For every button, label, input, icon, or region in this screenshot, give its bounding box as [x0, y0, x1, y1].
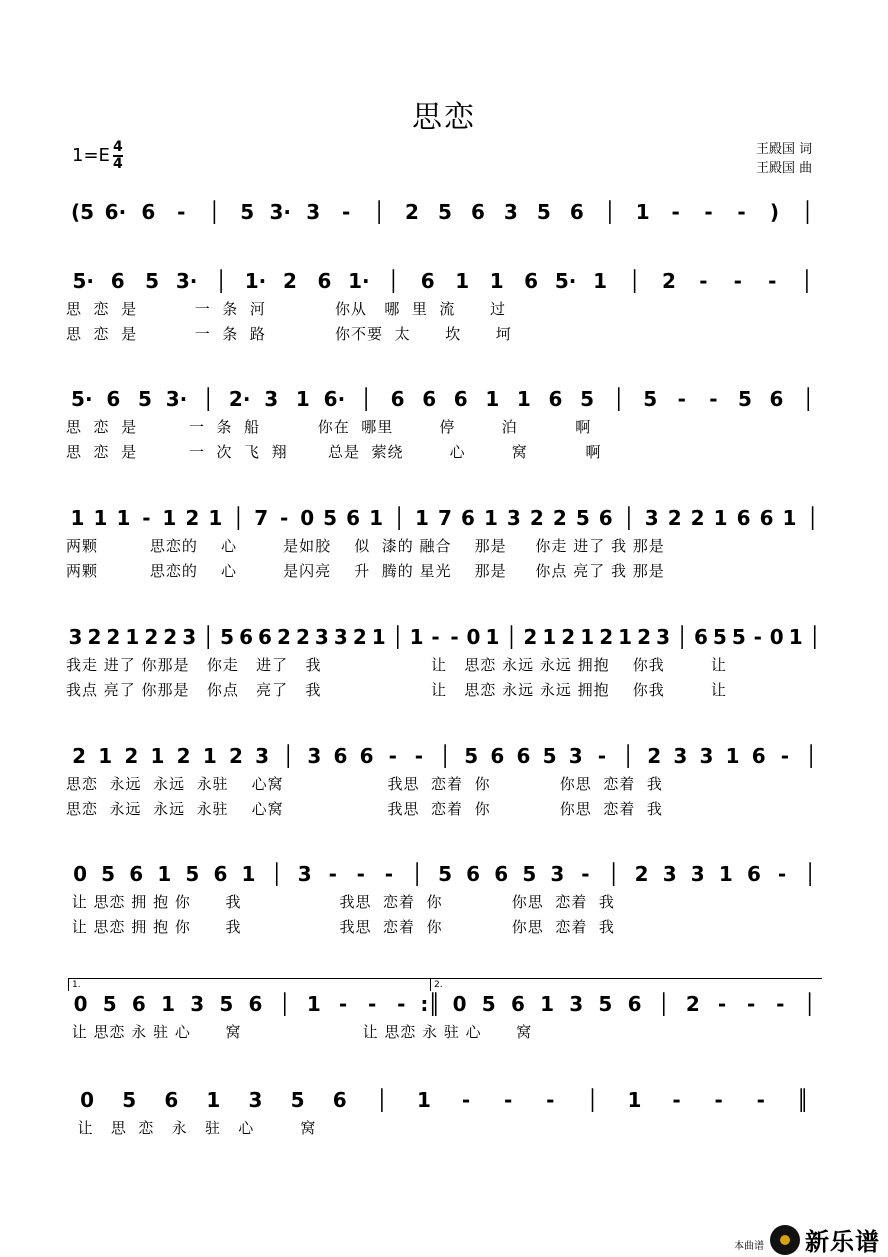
note: 5 — [481, 992, 496, 1016]
note: - — [753, 625, 762, 649]
note: 1 — [788, 625, 803, 649]
barline: │ — [282, 744, 295, 768]
notation-line — [66, 265, 824, 297]
note: 6 — [548, 387, 563, 411]
note: 2 — [176, 744, 191, 768]
note: 5 — [575, 506, 590, 530]
note: 2 — [87, 625, 102, 649]
note: 6 — [332, 1088, 347, 1112]
watermark-brand: 新乐谱 — [805, 1228, 880, 1256]
note: 5 — [731, 625, 746, 649]
barline: │ — [359, 387, 373, 411]
note: 2 — [405, 200, 419, 224]
note: 6 — [164, 1088, 179, 1112]
note: 6 — [460, 506, 475, 530]
note: - — [677, 387, 686, 411]
barline: │ — [603, 200, 616, 224]
barline: │ — [202, 625, 215, 649]
lyric-line-1: 思 恋 是 一 条 船 你在 哪里 停 泊 啊 — [66, 418, 592, 436]
note: 5 — [102, 992, 117, 1016]
note: 5 — [219, 992, 234, 1016]
note: - — [280, 506, 289, 530]
barline: │ — [802, 387, 815, 411]
lyric-line-1: 思恋 永远 永远 永驻 心窝 我思 恋着 你 你思 恋着 我 — [66, 775, 663, 793]
notation-line — [66, 196, 824, 228]
note: 3 — [306, 200, 321, 224]
note: 1 — [116, 506, 131, 530]
note: 1 — [415, 506, 429, 530]
note: 1 — [162, 506, 177, 530]
barline: │ — [612, 387, 625, 411]
note: 1· — [244, 269, 267, 293]
note: 1 — [540, 992, 555, 1016]
note: 5 — [580, 387, 594, 411]
system-4 — [66, 502, 824, 584]
song-title: 思恋 — [412, 100, 476, 135]
system-3 — [66, 383, 824, 465]
note: 1 — [713, 506, 728, 530]
note: 6· — [104, 200, 127, 224]
system-6 — [66, 740, 824, 822]
note: - — [450, 625, 459, 649]
note: 2 — [667, 506, 682, 530]
system-7 — [66, 858, 824, 940]
meter-bottom: 4 — [113, 155, 123, 172]
note: 2 — [185, 506, 200, 530]
note: 1 — [542, 625, 557, 649]
note: - — [328, 862, 337, 886]
barline: │ — [806, 506, 819, 530]
note: 1 — [241, 862, 256, 886]
system-8 — [66, 988, 824, 1045]
note: 5 — [137, 387, 152, 411]
note: 6 — [569, 200, 584, 224]
barline: │ — [393, 506, 406, 530]
note: 3 — [182, 625, 197, 649]
composer: 王殿国 曲 — [756, 161, 813, 176]
barline: │ — [586, 1088, 599, 1112]
lyric-line-1: 让 思恋 拥 抱 你 我 我思 恋着 你 你思 恋着 我 — [66, 893, 615, 911]
lyricist: 王殿国 词 — [756, 142, 813, 157]
note: 6 — [769, 387, 784, 411]
note: ) — [769, 200, 780, 224]
note: 1 — [718, 862, 733, 886]
volta-1-label: 1. — [72, 980, 81, 990]
note: 1 — [125, 625, 140, 649]
note: 3 — [333, 625, 348, 649]
note: 6 — [420, 269, 435, 293]
lyric-line-2: 思恋 永远 永远 永驻 心窝 我思 恋着 你 你思 恋着 我 — [66, 800, 663, 818]
note: 1 — [455, 269, 470, 293]
note: 1· — [348, 269, 370, 293]
note: 1 — [618, 625, 633, 649]
note: 6 — [470, 200, 485, 224]
barline: │ — [675, 625, 688, 649]
note: 1 — [489, 269, 504, 293]
note: 0 — [73, 862, 87, 886]
note: 2 — [523, 625, 538, 649]
note: 6 — [141, 200, 156, 224]
note: 2 — [690, 506, 705, 530]
note: - — [397, 992, 406, 1016]
note: - — [780, 744, 790, 768]
note: 6 — [129, 862, 144, 886]
barline: │ — [391, 625, 404, 649]
note: 0 — [769, 625, 784, 649]
note: - — [777, 862, 787, 886]
note: 1 — [371, 625, 386, 649]
note: 3· — [175, 269, 198, 293]
note: 5 — [220, 625, 235, 649]
note: - — [747, 992, 756, 1016]
note: - — [776, 992, 785, 1016]
note: 1 — [208, 506, 223, 530]
note: 1 — [369, 506, 384, 530]
note: 2 — [685, 992, 700, 1016]
note: 3 — [314, 625, 329, 649]
note: 2 — [637, 625, 652, 649]
note: - — [388, 744, 397, 768]
note: 3 — [550, 862, 565, 886]
volta-second-ending — [430, 978, 822, 991]
barline: │ — [803, 992, 816, 1016]
note: 3 — [656, 625, 670, 649]
note: 6 — [239, 625, 254, 649]
record-logo-icon — [770, 1225, 800, 1255]
system-2 — [66, 265, 824, 347]
lyric-line-2: 思 恋 是 一 次 飞 翔 总是 萦绕 心 窝 啊 — [66, 443, 602, 461]
barline: ║ — [796, 1088, 809, 1112]
note: 6 — [466, 862, 481, 886]
note: 6 — [317, 269, 332, 293]
note: 6 — [516, 744, 531, 768]
barline: │ — [270, 862, 283, 886]
note: 2 — [552, 506, 567, 530]
note: 6 — [736, 506, 751, 530]
note: 3· — [165, 387, 188, 411]
note: (5 — [70, 200, 94, 224]
barline: │ — [801, 200, 814, 224]
watermark-caption: 本曲谱 — [734, 1241, 764, 1252]
note: - — [671, 200, 680, 224]
note: 3 — [68, 625, 83, 649]
note: 1 — [202, 744, 217, 768]
note: 3 — [662, 862, 677, 886]
note: 5 — [185, 862, 200, 886]
barline: │ — [800, 269, 813, 293]
note: 6 — [106, 387, 121, 411]
note: - — [414, 744, 424, 768]
note: 7 — [254, 506, 269, 530]
lyric-line-1: 思 恋 是 一 条 河 你从 哪 里 流 过 — [66, 300, 507, 318]
lyric-line-2: 让 思恋 拥 抱 你 我 我思 恋着 你 你思 恋着 我 — [66, 918, 615, 936]
note: - — [503, 1088, 513, 1112]
note: 5 — [122, 1088, 137, 1112]
note: 5 — [542, 744, 557, 768]
note: 1 — [306, 992, 321, 1016]
note: 1 — [593, 269, 607, 293]
barline: │ — [622, 744, 635, 768]
lyric-line-1: 让 思 恋 永 驻 心 窝 — [66, 1119, 317, 1137]
barline: :║ — [420, 992, 441, 1016]
barline: │ — [628, 269, 641, 293]
note: 3 — [690, 862, 705, 886]
note: 6 — [693, 625, 708, 649]
note: 1 — [782, 506, 797, 530]
note: 5 — [598, 992, 613, 1016]
lyric-line-1: 两颗 思恋的 心 是如胶 似 漆的 融合 那是 你走 进了 我 那是 — [66, 537, 665, 555]
note: 6 — [627, 992, 642, 1016]
note: - — [737, 200, 746, 224]
note: - — [581, 862, 590, 886]
note: 2· — [228, 387, 251, 411]
lyric-line-1: 让 思恋 永 驻 心 窝 让 思恋 永 驻 心 窝 — [66, 1023, 533, 1041]
note: 5 — [536, 200, 551, 224]
system-1 — [66, 196, 824, 228]
system-9 — [66, 1084, 824, 1141]
lyric-line-1: 我走 进了 你那是 你走 进了 我 让 思恋 永远 永远 拥抱 你我 让 — [66, 656, 727, 674]
system-5 — [66, 621, 824, 703]
notation-line — [66, 383, 824, 415]
note: 2 — [352, 625, 367, 649]
note: 0 — [466, 625, 481, 649]
note: 3 — [248, 1088, 263, 1112]
barline: │ — [215, 269, 228, 293]
note: - — [768, 269, 777, 293]
note: 5 — [712, 625, 727, 649]
note: 1 — [93, 506, 108, 530]
note: 2 — [647, 744, 662, 768]
notation-line — [66, 621, 824, 653]
barline: │ — [804, 744, 818, 768]
note: 2 — [661, 269, 676, 293]
note: 0 — [80, 1088, 95, 1112]
note: 3 — [264, 387, 279, 411]
barline: │ — [657, 992, 670, 1016]
barline: │ — [622, 506, 635, 530]
note: 6 — [422, 387, 437, 411]
barline: │ — [804, 862, 817, 886]
key-label: 1=E — [72, 145, 110, 167]
barline: │ — [202, 387, 215, 411]
note: - — [714, 1088, 723, 1112]
note: - — [733, 269, 742, 293]
notation-line — [66, 1084, 824, 1116]
note: 0 — [300, 506, 315, 530]
barline: │ — [232, 506, 245, 530]
note: 2 — [163, 625, 178, 649]
barline: │ — [278, 992, 291, 1016]
note: - — [756, 1088, 765, 1112]
note: 0 — [73, 992, 88, 1016]
note: 6 — [759, 506, 774, 530]
note: 5 — [290, 1088, 305, 1112]
notation-line — [66, 858, 824, 890]
note: - — [672, 1088, 681, 1112]
note: 6 — [359, 744, 374, 768]
note: 3 — [190, 992, 205, 1016]
note: 2 — [106, 625, 121, 649]
note: 1 — [627, 1088, 642, 1112]
note: - — [177, 200, 186, 224]
note: 3 — [569, 992, 584, 1016]
note: 3 — [255, 744, 270, 768]
note: 2 — [529, 506, 544, 530]
notation-line — [66, 502, 824, 534]
lyric-line-2: 我点 亮了 你那是 你点 亮了 我 让 思恋 永远 永远 拥抱 你我 让 — [66, 681, 727, 699]
note: - — [597, 744, 607, 768]
note: 1 — [70, 506, 85, 530]
note: 1 — [409, 625, 424, 649]
note: 1 — [157, 862, 172, 886]
note: 5 — [101, 862, 116, 886]
note: 6 — [510, 992, 525, 1016]
note: 3 — [297, 862, 312, 886]
lyric-line-2: 两颗 思恋的 心 是闪亮 升 腾的 星光 那是 你点 亮了 我 那是 — [66, 562, 665, 580]
note: 6 — [390, 387, 405, 411]
note: 3 — [644, 506, 659, 530]
note: 1 — [295, 387, 310, 411]
note: 1 — [483, 506, 498, 530]
barline: │ — [410, 862, 423, 886]
volta-first-ending — [68, 978, 430, 991]
note: 3 — [568, 744, 583, 768]
note: 2 — [72, 744, 87, 768]
watermark — [734, 1222, 880, 1257]
note: 3 — [307, 744, 322, 768]
barline: │ — [373, 200, 386, 224]
note: 1 — [580, 625, 595, 649]
note: 5 — [438, 200, 452, 224]
volta-2-label: 2. — [434, 980, 443, 990]
barline: │ — [505, 625, 518, 649]
note: 6 — [333, 744, 348, 768]
note: 6 — [248, 992, 263, 1016]
meter-top: 4 — [113, 139, 123, 155]
note: 1 — [485, 387, 500, 411]
barline: │ — [439, 744, 452, 768]
note: - — [431, 625, 440, 649]
note: 2 — [561, 625, 576, 649]
notation-line — [66, 988, 824, 1020]
note: 1 — [150, 744, 165, 768]
note: 3 — [673, 744, 688, 768]
note: 3 — [506, 506, 521, 530]
note: 6 — [110, 269, 125, 293]
note: 6 — [746, 862, 761, 886]
note: 2 — [282, 269, 297, 293]
note: 6 — [258, 625, 272, 649]
note: 5 — [522, 862, 537, 886]
note: 6· — [323, 387, 346, 411]
note: 5· — [72, 269, 94, 293]
note: 6 — [490, 744, 505, 768]
note: 6 — [524, 269, 539, 293]
note: 7 — [438, 506, 452, 530]
note: 1 — [725, 744, 740, 768]
note: - — [356, 862, 365, 886]
note: 1 — [485, 625, 500, 649]
note: - — [709, 387, 718, 411]
note: 1 — [635, 200, 650, 224]
lyric-line-2: 思 恋 是 一 条 路 你不要 太 坎 坷 — [66, 325, 512, 343]
note: 2 — [634, 862, 649, 886]
note: 0 — [452, 992, 467, 1016]
note: 5 — [323, 506, 338, 530]
note: 6 — [213, 862, 228, 886]
note: 1 — [516, 387, 531, 411]
note: 1 — [98, 744, 113, 768]
barline: │ — [808, 625, 821, 649]
note: 5 — [737, 387, 752, 411]
note: - — [546, 1088, 555, 1112]
note: 2 — [295, 625, 310, 649]
note: 6 — [751, 744, 766, 768]
note: 3 — [503, 200, 518, 224]
note: 2 — [277, 625, 291, 649]
note: 5· — [71, 387, 93, 411]
note: 5 — [643, 387, 658, 411]
note: 1 — [206, 1088, 221, 1112]
note: 6 — [598, 506, 613, 530]
note: - — [142, 506, 151, 530]
note: 5 — [438, 862, 453, 886]
note: 5· — [554, 269, 577, 293]
note: - — [367, 992, 377, 1016]
note: 3· — [269, 200, 291, 224]
note: 3 — [699, 744, 714, 768]
note: 1 — [416, 1088, 431, 1112]
key-signature — [72, 140, 123, 172]
note: 5 — [145, 269, 160, 293]
note: - — [461, 1088, 471, 1112]
credits — [756, 140, 812, 178]
barline: │ — [208, 200, 221, 224]
note: 5 — [240, 200, 255, 224]
notation-line — [66, 740, 824, 772]
note: - — [341, 200, 351, 224]
note: 6 — [453, 387, 468, 411]
note: - — [717, 992, 727, 1016]
note: - — [704, 200, 713, 224]
note: - — [384, 862, 394, 886]
barline: │ — [387, 269, 400, 293]
note: 2 — [599, 625, 614, 649]
barline: │ — [375, 1088, 388, 1112]
note: 6 — [494, 862, 509, 886]
note: 2 — [228, 744, 243, 768]
note: - — [699, 269, 708, 293]
note: 2 — [124, 744, 139, 768]
note: 5 — [464, 744, 479, 768]
note: 6 — [346, 506, 361, 530]
note: 2 — [144, 625, 159, 649]
note: 6 — [131, 992, 146, 1016]
note: - — [338, 992, 348, 1016]
note: 1 — [161, 992, 175, 1016]
barline: │ — [607, 862, 620, 886]
time-signature — [113, 140, 123, 172]
